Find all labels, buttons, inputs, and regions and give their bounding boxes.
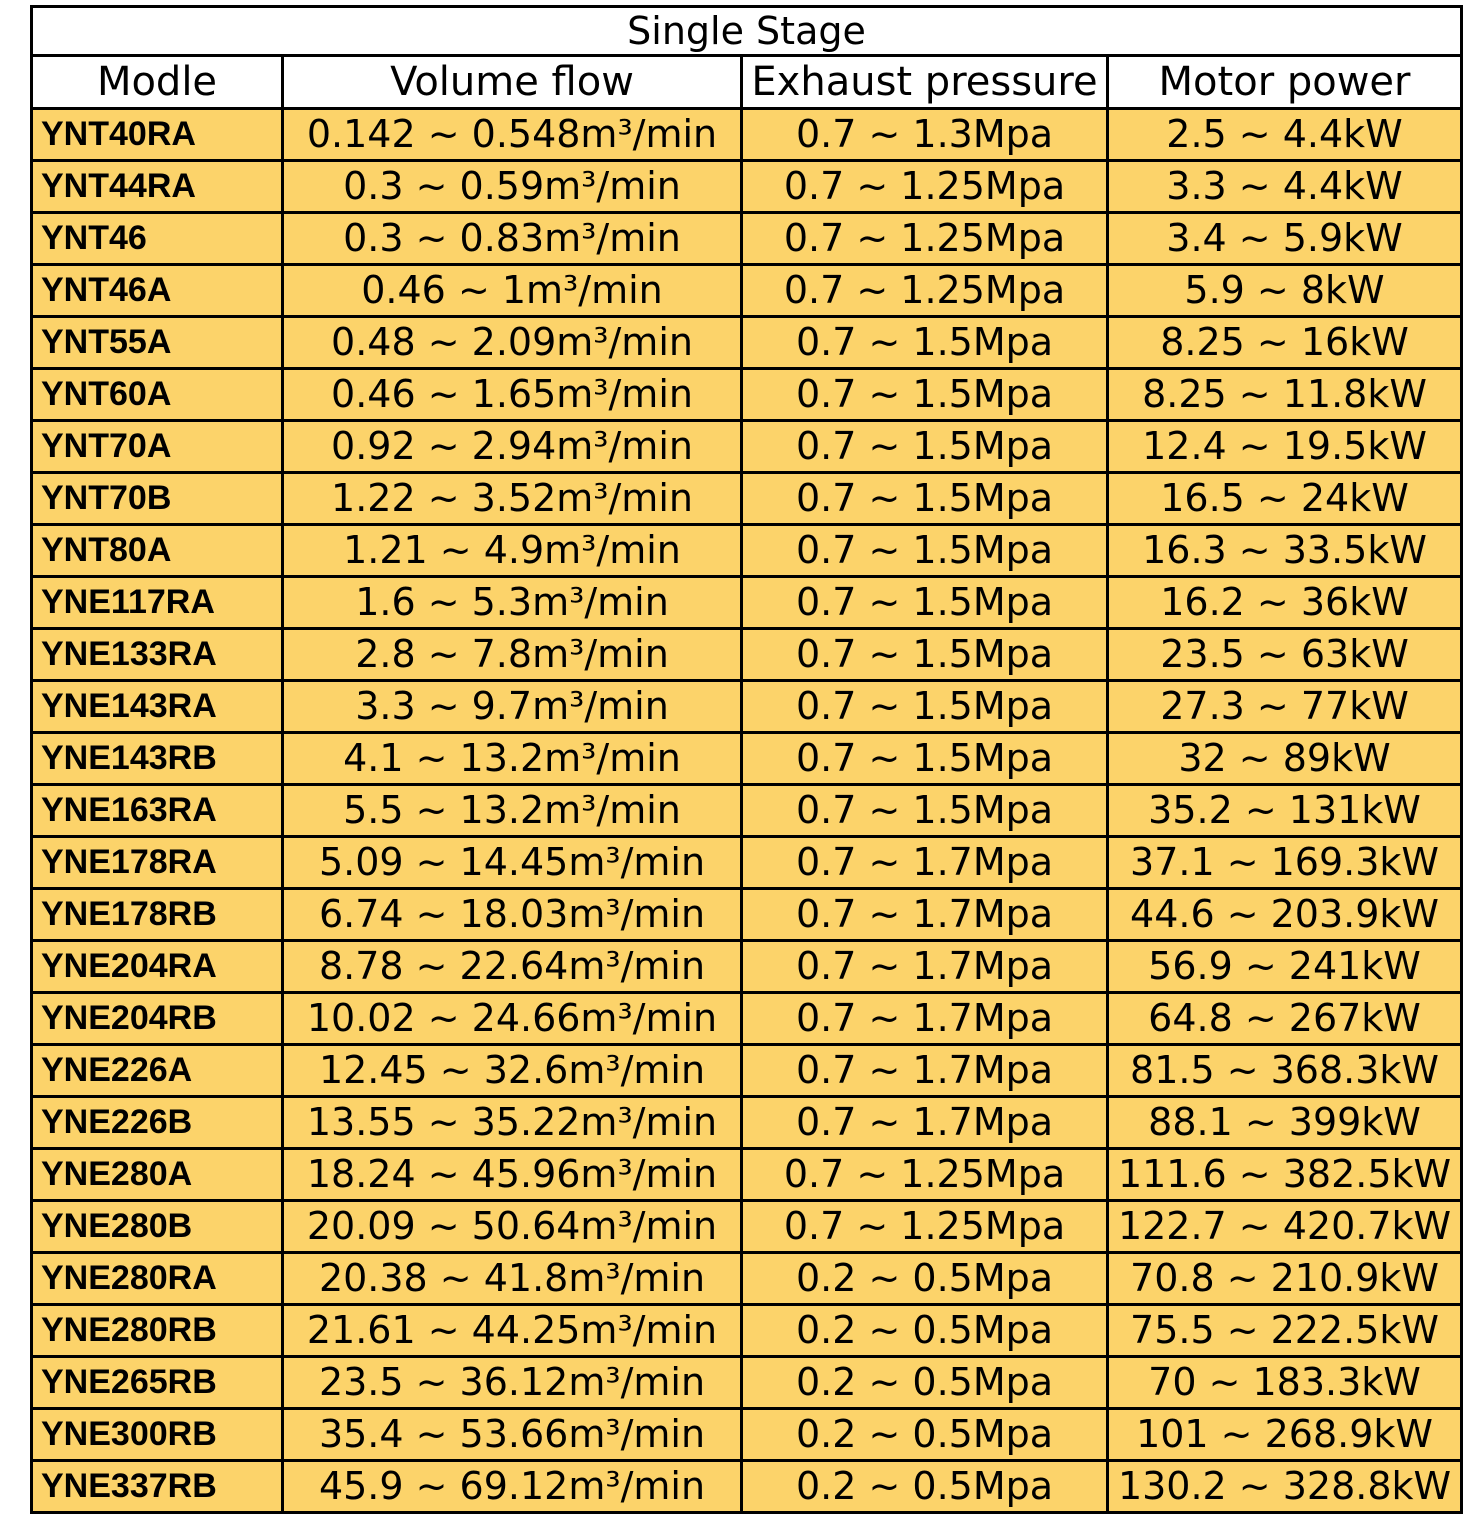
volume-flow-cell: 12.45 ~ 32.6m³/min: [283, 1045, 742, 1097]
model-cell: YNE300RB: [32, 1409, 283, 1461]
exhaust-pressure-cell: 0.2 ~ 0.5Mpa: [742, 1357, 1108, 1409]
table-row: [32, 629, 1462, 681]
table-row: [32, 889, 1462, 941]
exhaust-pressure-cell: 0.2 ~ 0.5Mpa: [742, 1461, 1108, 1513]
model-cell: YNE204RA: [32, 941, 283, 993]
table-row: [32, 1305, 1462, 1357]
model-cell: YNT46: [32, 213, 283, 265]
volume-flow-cell: 20.09 ~ 50.64m³/min: [283, 1201, 742, 1253]
volume-flow-cell: 35.4 ~ 53.66m³/min: [283, 1409, 742, 1461]
exhaust-pressure-cell: 0.7 ~ 1.25Mpa: [742, 1201, 1108, 1253]
header-row: [32, 56, 1462, 109]
table-row: [32, 577, 1462, 629]
table-row: [32, 317, 1462, 369]
exhaust-pressure-cell: 0.7 ~ 1.5Mpa: [742, 681, 1108, 733]
exhaust-pressure-cell: 0.7 ~ 1.25Mpa: [742, 1149, 1108, 1201]
exhaust-pressure-cell: 0.7 ~ 1.7Mpa: [742, 889, 1108, 941]
column-header-model: Modle: [32, 56, 283, 109]
exhaust-pressure-cell: 0.7 ~ 1.5Mpa: [742, 473, 1108, 525]
motor-power-cell: 8.25 ~ 16kW: [1108, 317, 1462, 369]
exhaust-pressure-cell: 0.7 ~ 1.5Mpa: [742, 733, 1108, 785]
motor-power-cell: 111.6 ~ 382.5kW: [1108, 1149, 1462, 1201]
motor-power-cell: 2.5 ~ 4.4kW: [1108, 109, 1462, 161]
table-row: [32, 1201, 1462, 1253]
table-row: [32, 1409, 1462, 1461]
exhaust-pressure-cell: 0.7 ~ 1.25Mpa: [742, 265, 1108, 317]
model-cell: YNE280A: [32, 1149, 283, 1201]
volume-flow-cell: 1.21 ~ 4.9m³/min: [283, 525, 742, 577]
table-row: [32, 265, 1462, 317]
table-row: [32, 1253, 1462, 1305]
volume-flow-cell: 1.6 ~ 5.3m³/min: [283, 577, 742, 629]
exhaust-pressure-cell: 0.7 ~ 1.7Mpa: [742, 993, 1108, 1045]
motor-power-cell: 16.3 ~ 33.5kW: [1108, 525, 1462, 577]
volume-flow-cell: 0.46 ~ 1.65m³/min: [283, 369, 742, 421]
exhaust-pressure-cell: 0.7 ~ 1.3Mpa: [742, 109, 1108, 161]
table-row: [32, 941, 1462, 993]
exhaust-pressure-cell: 0.7 ~ 1.5Mpa: [742, 317, 1108, 369]
table-row: [32, 369, 1462, 421]
exhaust-pressure-cell: 0.7 ~ 1.5Mpa: [742, 785, 1108, 837]
table-row: [32, 213, 1462, 265]
table-row: [32, 681, 1462, 733]
motor-power-cell: 56.9 ~ 241kW: [1108, 941, 1462, 993]
exhaust-pressure-cell: 0.7 ~ 1.25Mpa: [742, 161, 1108, 213]
model-cell: YNE204RB: [32, 993, 283, 1045]
volume-flow-cell: 5.09 ~ 14.45m³/min: [283, 837, 742, 889]
exhaust-pressure-cell: 0.7 ~ 1.5Mpa: [742, 525, 1108, 577]
table-row: [32, 109, 1462, 161]
volume-flow-cell: 0.3 ~ 0.83m³/min: [283, 213, 742, 265]
exhaust-pressure-cell: 0.7 ~ 1.25Mpa: [742, 213, 1108, 265]
column-header-volume-flow: Volume flow: [283, 56, 742, 109]
volume-flow-cell: 0.92 ~ 2.94m³/min: [283, 421, 742, 473]
motor-power-cell: 101 ~ 268.9kW: [1108, 1409, 1462, 1461]
volume-flow-cell: 5.5 ~ 13.2m³/min: [283, 785, 742, 837]
exhaust-pressure-cell: 0.7 ~ 1.7Mpa: [742, 1097, 1108, 1149]
table-row: [32, 1461, 1462, 1513]
volume-flow-cell: 3.3 ~ 9.7m³/min: [283, 681, 742, 733]
model-cell: YNT46A: [32, 265, 283, 317]
volume-flow-cell: 0.3 ~ 0.59m³/min: [283, 161, 742, 213]
motor-power-cell: 70 ~ 183.3kW: [1108, 1357, 1462, 1409]
table-row: [32, 993, 1462, 1045]
exhaust-pressure-cell: 0.7 ~ 1.7Mpa: [742, 1045, 1108, 1097]
exhaust-pressure-cell: 0.2 ~ 0.5Mpa: [742, 1305, 1108, 1357]
motor-power-cell: 5.9 ~ 8kW: [1108, 265, 1462, 317]
table-row: [32, 421, 1462, 473]
model-cell: YNT55A: [32, 317, 283, 369]
motor-power-cell: 3.3 ~ 4.4kW: [1108, 161, 1462, 213]
model-cell: YNT60A: [32, 369, 283, 421]
model-cell: YNT80A: [32, 525, 283, 577]
table-row: [32, 525, 1462, 577]
table-row: [32, 837, 1462, 889]
volume-flow-cell: 0.48 ~ 2.09m³/min: [283, 317, 742, 369]
volume-flow-cell: 10.02 ~ 24.66m³/min: [283, 993, 742, 1045]
exhaust-pressure-cell: 0.2 ~ 0.5Mpa: [742, 1253, 1108, 1305]
volume-flow-cell: 20.38 ~ 41.8m³/min: [283, 1253, 742, 1305]
motor-power-cell: 16.2 ~ 36kW: [1108, 577, 1462, 629]
motor-power-cell: 3.4 ~ 5.9kW: [1108, 213, 1462, 265]
model-cell: YNE226A: [32, 1045, 283, 1097]
motor-power-cell: 35.2 ~ 131kW: [1108, 785, 1462, 837]
motor-power-cell: 8.25 ~ 11.8kW: [1108, 369, 1462, 421]
model-cell: YNE178RB: [32, 889, 283, 941]
table-row: [32, 1357, 1462, 1409]
motor-power-cell: 44.6 ~ 203.9kW: [1108, 889, 1462, 941]
column-header-motor-power: Motor power: [1108, 56, 1462, 109]
motor-power-cell: 88.1 ~ 399kW: [1108, 1097, 1462, 1149]
motor-power-cell: 37.1 ~ 169.3kW: [1108, 837, 1462, 889]
table-title: Single Stage: [32, 7, 1462, 56]
model-cell: YNE133RA: [32, 629, 283, 681]
motor-power-cell: 81.5 ~ 368.3kW: [1108, 1045, 1462, 1097]
column-header-exhaust-pressure: Exhaust pressure: [742, 56, 1108, 109]
model-cell: YNE265RB: [32, 1357, 283, 1409]
model-cell: YNE280B: [32, 1201, 283, 1253]
table-row: [32, 785, 1462, 837]
motor-power-cell: 122.7 ~ 420.7kW: [1108, 1201, 1462, 1253]
model-cell: YNE163RA: [32, 785, 283, 837]
table-row: [32, 1097, 1462, 1149]
model-cell: YNE337RB: [32, 1461, 283, 1513]
volume-flow-cell: 45.9 ~ 69.12m³/min: [283, 1461, 742, 1513]
motor-power-cell: 70.8 ~ 210.9kW: [1108, 1253, 1462, 1305]
motor-power-cell: 16.5 ~ 24kW: [1108, 473, 1462, 525]
motor-power-cell: 64.8 ~ 267kW: [1108, 993, 1462, 1045]
model-cell: YNE280RA: [32, 1253, 283, 1305]
volume-flow-cell: 0.142 ~ 0.548m³/min: [283, 109, 742, 161]
volume-flow-cell: 23.5 ~ 36.12m³/min: [283, 1357, 742, 1409]
volume-flow-cell: 4.1 ~ 13.2m³/min: [283, 733, 742, 785]
model-cell: YNE143RA: [32, 681, 283, 733]
motor-power-cell: 12.4 ~ 19.5kW: [1108, 421, 1462, 473]
motor-power-cell: 23.5 ~ 63kW: [1108, 629, 1462, 681]
table-row: [32, 733, 1462, 785]
volume-flow-cell: 0.46 ~ 1m³/min: [283, 265, 742, 317]
title-row: [32, 7, 1462, 56]
model-cell: YNE117RA: [32, 577, 283, 629]
model-cell: YNE178RA: [32, 837, 283, 889]
model-cell: YNE143RB: [32, 733, 283, 785]
spec-table: [30, 5, 1463, 1514]
exhaust-pressure-cell: 0.7 ~ 1.5Mpa: [742, 629, 1108, 681]
volume-flow-cell: 21.61 ~ 44.25m³/min: [283, 1305, 742, 1357]
exhaust-pressure-cell: 0.2 ~ 0.5Mpa: [742, 1409, 1108, 1461]
volume-flow-cell: 13.55 ~ 35.22m³/min: [283, 1097, 742, 1149]
model-cell: YNT40RA: [32, 109, 283, 161]
table-row: [32, 161, 1462, 213]
exhaust-pressure-cell: 0.7 ~ 1.7Mpa: [742, 837, 1108, 889]
volume-flow-cell: 2.8 ~ 7.8m³/min: [283, 629, 742, 681]
motor-power-cell: 75.5 ~ 222.5kW: [1108, 1305, 1462, 1357]
motor-power-cell: 130.2 ~ 328.8kW: [1108, 1461, 1462, 1513]
volume-flow-cell: 1.22 ~ 3.52m³/min: [283, 473, 742, 525]
exhaust-pressure-cell: 0.7 ~ 1.5Mpa: [742, 577, 1108, 629]
exhaust-pressure-cell: 0.7 ~ 1.5Mpa: [742, 421, 1108, 473]
model-cell: YNT44RA: [32, 161, 283, 213]
model-cell: YNE226B: [32, 1097, 283, 1149]
volume-flow-cell: 18.24 ~ 45.96m³/min: [283, 1149, 742, 1201]
table-body: [32, 109, 1462, 1513]
model-cell: YNT70A: [32, 421, 283, 473]
model-cell: YNT70B: [32, 473, 283, 525]
exhaust-pressure-cell: 0.7 ~ 1.7Mpa: [742, 941, 1108, 993]
motor-power-cell: 27.3 ~ 77kW: [1108, 681, 1462, 733]
table-row: [32, 1045, 1462, 1097]
volume-flow-cell: 8.78 ~ 22.64m³/min: [283, 941, 742, 993]
motor-power-cell: 32 ~ 89kW: [1108, 733, 1462, 785]
model-cell: YNE280RB: [32, 1305, 283, 1357]
table-row: [32, 473, 1462, 525]
table-row: [32, 1149, 1462, 1201]
exhaust-pressure-cell: 0.7 ~ 1.5Mpa: [742, 369, 1108, 421]
volume-flow-cell: 6.74 ~ 18.03m³/min: [283, 889, 742, 941]
